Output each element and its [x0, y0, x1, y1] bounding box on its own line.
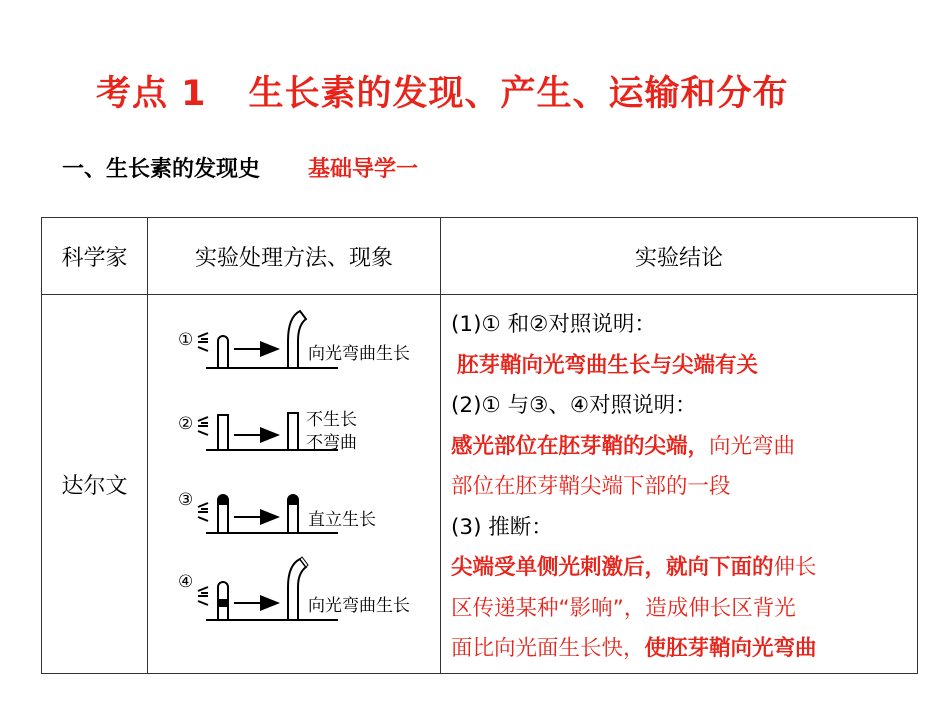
conclusion-line-1: (1)① 和②对照说明： — [451, 312, 656, 337]
conclusion-line-9-rest: 面比向光面生长快， — [451, 636, 645, 661]
slide-title — [96, 66, 856, 122]
exp-1-result: 向光弯曲生长 — [308, 344, 410, 363]
conclusion-cell — [441, 295, 918, 674]
header-method: 实验处理方法、现象 — [148, 218, 441, 295]
conclusion-line-4 — [451, 427, 909, 468]
exp-3-result: 直立生长 — [308, 510, 376, 529]
experiment-4 — [178, 557, 410, 620]
table-header-row — [42, 218, 918, 295]
conclusion-line-7 — [451, 548, 909, 589]
conclusion-line-9 — [451, 629, 909, 670]
darwin-experiment-table — [41, 217, 918, 674]
conclusion-line-7-rest: 伸长 — [773, 555, 817, 580]
section-tag: 基础导学一 — [308, 157, 419, 182]
title-main: 生长素的发现、产生、运输和分布 — [248, 74, 789, 114]
exp-2-number: ② — [178, 414, 194, 433]
conclusion-line-8: 区传递某种“影响”，造成伸长区背光 — [451, 595, 796, 621]
conclusion-line-7-bold: 尖端受单侧光刺激后，就向下面的 — [451, 555, 774, 580]
conclusion-line-2: 胚芽鞘向光弯曲生长与尖端有关 — [457, 352, 759, 378]
exp-4-number: ④ — [178, 572, 194, 591]
experiment-2 — [178, 410, 357, 452]
experiment-figure-cell — [148, 295, 441, 674]
exp-2-result-b: 不弯曲 — [306, 433, 357, 452]
title-prefix: 考点 1 — [96, 74, 207, 114]
section-heading-text: 一、生长素的发现史 — [62, 157, 261, 182]
exp-3-number: ③ — [178, 490, 194, 509]
conclusion-line-9-bold: 使胚芽鞘向光弯曲 — [644, 636, 817, 661]
table-row — [42, 295, 918, 674]
conclusion-line-6: (3) 推断： — [451, 514, 553, 540]
header-conclusion: 实验结论 — [441, 218, 918, 295]
conclusion-line-3: (2)① 与③、④对照说明： — [451, 393, 697, 418]
conclusion-line-4-bold: 感光部位在胚芽鞘的尖端， — [451, 433, 710, 459]
section-heading — [62, 152, 418, 183]
exp-4-result: 向光弯曲生长 — [308, 596, 410, 615]
experiment-1 — [178, 311, 410, 368]
exp-2-result-a: 不生长 — [306, 410, 357, 429]
conclusion-line-5: 部位在胚芽鞘尖端下部的一段 — [451, 474, 731, 499]
header-scientist: 科学家 — [42, 218, 148, 295]
conclusion-line-4-rest: 向光弯曲 — [709, 433, 796, 459]
scientist-name: 达尔文 — [42, 295, 148, 674]
exp-1-number: ① — [178, 330, 194, 349]
experiment-3 — [178, 490, 376, 533]
experiment-diagram — [148, 295, 438, 669]
